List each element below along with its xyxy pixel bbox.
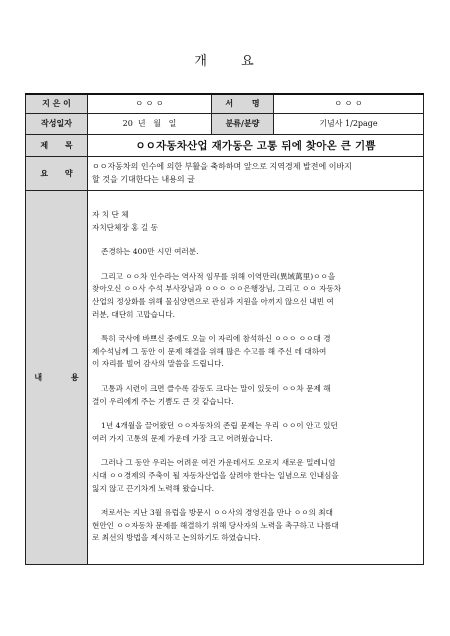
content-line: 결이 우리에게 주는 기쁨도 큰 것 같습니다.: [92, 396, 234, 406]
overview-form-table: [25, 93, 424, 565]
content-row: [26, 190, 424, 564]
content-label: 내 용: [26, 190, 88, 564]
date-value: 20 년 월 일: [88, 113, 212, 134]
document-title: ㅇㅇ자동차산업 재가동은 고통 뒤에 찾아온 큰 기쁨: [88, 134, 424, 156]
content-line: 현안인 ㅇㅇ자동차 문제를 해결하기 위해 당사자의 노력을 촉구하고 나름대: [92, 520, 339, 530]
content-line: 찾아오신 ㅇㅇ사 수석 부사장님과 ㅇㅇㅇ ㅇㅇ은행장님, 그리고 ㅇㅇ 자동차: [92, 284, 342, 294]
signature-value: ㅇ ㅇ ㅇ: [274, 94, 424, 113]
content-line: 로 최선의 방법을 제시하고 논의하기도 하였습니다.: [92, 533, 261, 543]
content-paragraph: [92, 507, 419, 545]
author-value: ㅇ ㅇ ㅇ: [88, 94, 212, 113]
category-value: 기념사 1/2page: [274, 113, 424, 134]
title-row: [26, 134, 424, 156]
content-line: 존경하는 400만 시민 여러분.: [101, 247, 199, 257]
content-paragraph: [92, 246, 419, 259]
content-line: 산업의 정상화를 위해 물심양면으로 관심과 지원을 아끼지 않으신 내빈 여: [92, 297, 334, 307]
content-paragraph: [92, 420, 419, 445]
summary-text: [88, 156, 424, 190]
addressee-line: 자 치 단 체: [92, 210, 129, 220]
content-line: 그리고 ㅇㅇ차 인수라는 역사적 임무를 위해 이역만리(異域萬里)ㅇㅇ을: [101, 271, 336, 281]
content-line: 이 자리를 빌어 감사의 말씀을 드립니다.: [92, 359, 224, 369]
date-label: 작성일자: [26, 113, 88, 134]
content-line: 제수석님께 그 동안 이 문제 해결을 위해 많은 수고를 해 주신 데 대하여: [92, 346, 327, 356]
content-body: [88, 190, 424, 564]
page-title: 개 요: [194, 54, 256, 69]
content-line: 그러나 그 동안 우리는 어려운 여건 가운데서도 오로지 새로운 밀레니엄: [101, 458, 336, 468]
author-row: [26, 94, 424, 113]
summary-label: 요 약: [26, 156, 88, 190]
content-line: 러분, 대단히 고맙습니다.: [92, 309, 176, 319]
content-paragraph: [92, 333, 419, 371]
signature-label: 서 명: [212, 94, 274, 113]
content-line: 고통과 시련이 크면 클수록 감동도 크다는 말이 있듯이 ㅇㅇ차 문제 해: [101, 384, 331, 393]
content-line: 저로서는 지난 3월 유럽을 방문시 ㅇㅇ사의 경영진을 만나 ㅇㅇ의 최대: [101, 508, 333, 518]
summary-row: [26, 156, 424, 190]
addressee-line: 자치단체장 홍 길 동: [92, 222, 158, 232]
title-label: 제 목: [26, 134, 88, 156]
content-line: 시대 ㅇㅇ경제의 주축이 될 자동차산업을 살려야 한다는 일념으로 인내심을: [92, 470, 339, 480]
addressee: [92, 209, 419, 234]
summary-line: 할 것을 기대한다는 내용의 글: [92, 175, 195, 184]
category-label: 분류/분량: [212, 113, 274, 134]
content-paragraph: [92, 383, 419, 408]
content-paragraph: [92, 457, 419, 495]
content-line: 1년 4개월을 끌어왔던 ㅇㅇ자동차의 존립 문제는 우리 ㅇㅇ이 안고 있던: [101, 421, 338, 431]
author-label: 지 은 이: [26, 94, 88, 113]
content-line: 여러 가지 고통의 문제 가운데 가장 크고 어려웠습니다.: [92, 433, 273, 443]
summary-line: ㅇㅇ자동차의 인수에 의한 부활을 축하하며 앞으로 지역경제 발전에 이바지: [92, 162, 352, 171]
content-line: 특히 국사에 바쁘신 중에도 오늘 이 자리에 참석하신 ㅇㅇㅇ ㅇㅇ대 경: [101, 334, 331, 344]
content-line: 잃지 않고 끈기차게 노력해 왔습니다.: [92, 483, 215, 493]
content-paragraph: [92, 271, 419, 321]
date-row: [26, 113, 424, 134]
